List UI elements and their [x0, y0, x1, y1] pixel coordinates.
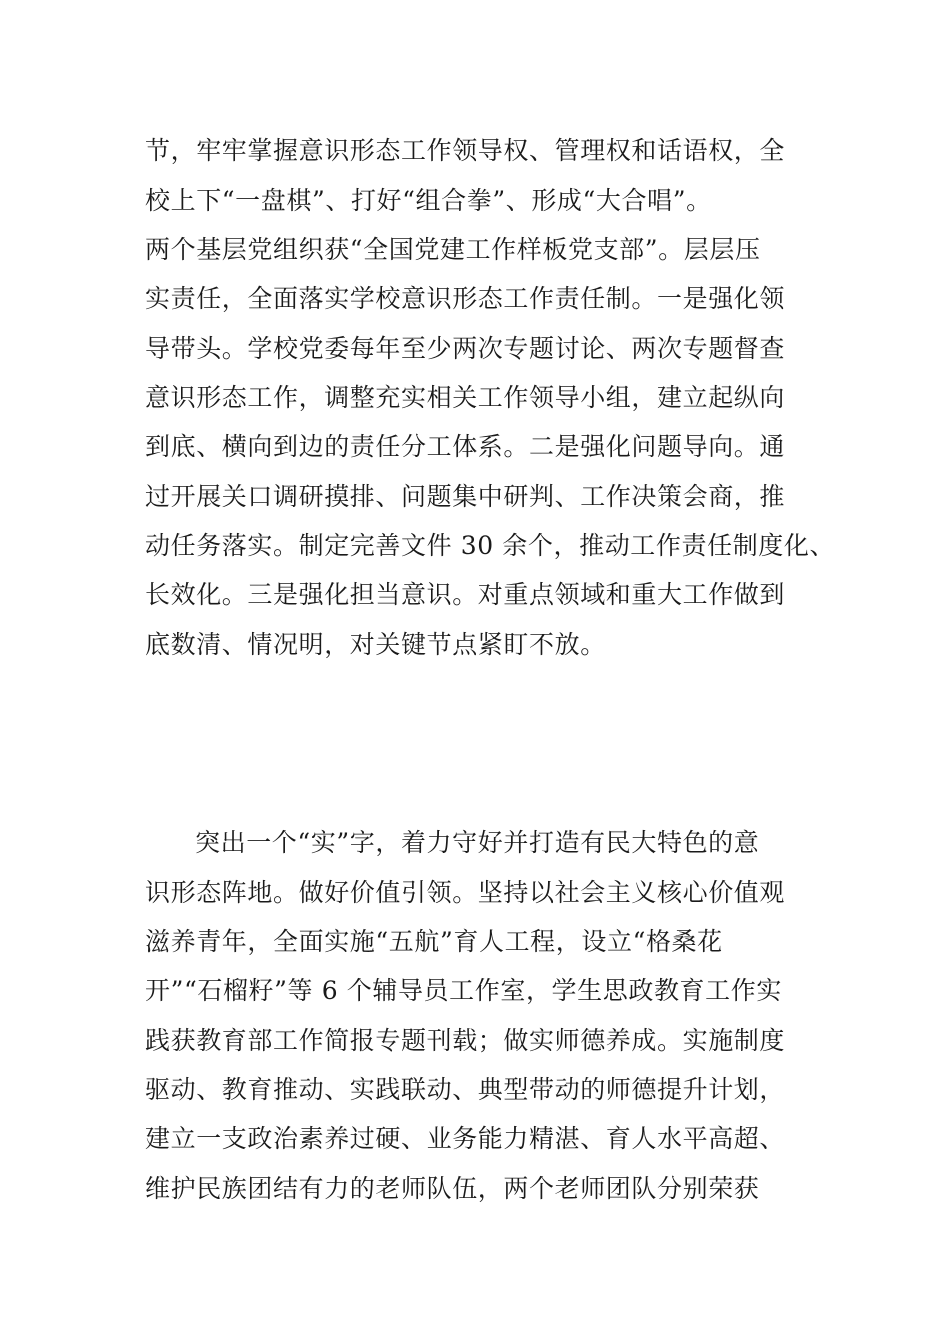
- text-line-indented: 突出一个“实”字，着力守好并打造有民大特色的意: [195, 828, 760, 857]
- text-line: 意识形态工作，调整充实相关工作领导小组，建立起纵向: [145, 383, 786, 412]
- text-line: 维护民族团结有力的老师队伍，两个老师团队分别荣获: [145, 1174, 760, 1203]
- text-line: 两个基层党组织获“全国党建工作样板党支部”。层层压: [145, 235, 761, 264]
- text-line: 驱动、教育推动、实践联动、典型带动的师德提升计划，: [145, 1075, 786, 1104]
- text-line: 导带头。学校党委每年至少两次专题讨论、两次专题督查: [145, 334, 786, 363]
- text-line: 底数清、情况明，对关键节点紧盯不放。: [145, 630, 606, 659]
- text-line: 识形态阵地。做好价值引领。坚持以社会主义核心价值观: [145, 878, 786, 907]
- text-line: 节，牢牢掌握意识形态工作领导权、管理权和话语权，全: [145, 136, 786, 165]
- text-line: 过开展关口调研摸排、问题集中研判、工作决策会商，推: [145, 482, 786, 511]
- text-line: 建立一支政治素养过硬、业务能力精湛、育人水平高超、: [145, 1124, 786, 1153]
- text-line: 开”“石榴籽”等 6 个辅导员工作室，学生思政教育工作实: [145, 976, 782, 1005]
- text-line: 校上下“一盘棋”、打好“组合拳”、形成“大合唱”。: [145, 186, 712, 215]
- text-line: 滋养青年，全面实施“五航”育人工程，设立“格桑花: [145, 927, 723, 956]
- text-line: 动任务落实。制定完善文件 30 余个，推动工作责任制度化、: [145, 531, 836, 560]
- text-line: 践获教育部工作简报专题刊载；做实师德养成。实施制度: [145, 1026, 786, 1055]
- text-line: 长效化。三是强化担当意识。对重点领域和重大工作做到: [145, 580, 786, 609]
- text-line: 实责任，全面落实学校意识形态工作责任制。一是强化领: [145, 284, 786, 313]
- text-line: 到底、横向到边的责任分工体系。二是强化问题导向。通: [145, 432, 786, 461]
